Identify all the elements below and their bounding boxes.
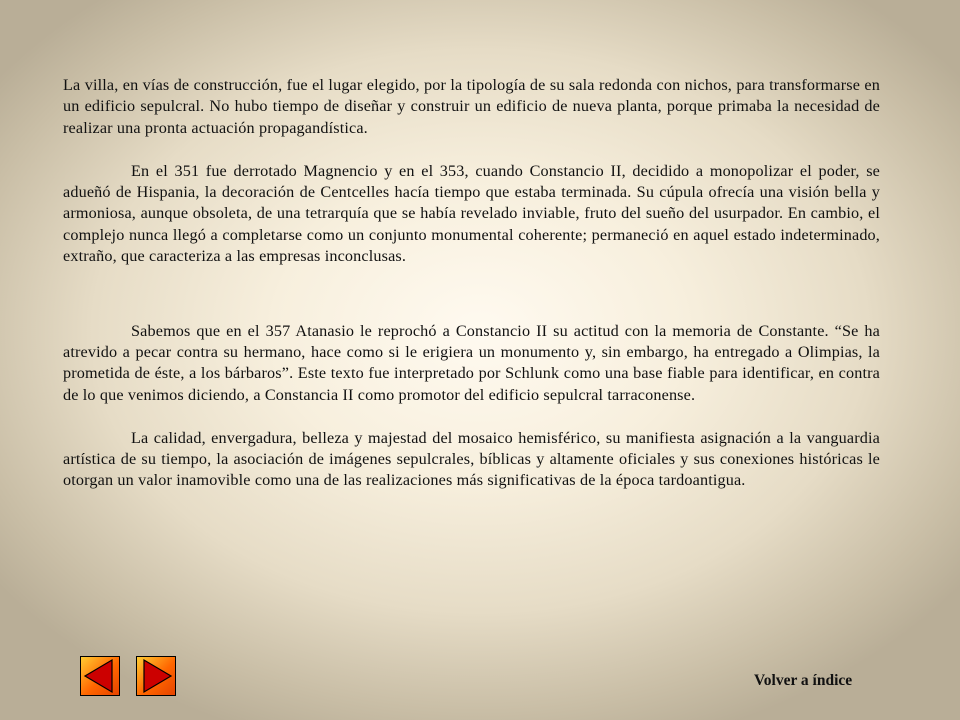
paragraph-4: La calidad, envergadura, belleza y majestad del mosaico hemisférico, su manifiesta asignación a la vanguardia artística de su tiempo, la asociación de imágenes sepulcrales, bíblicas y altamente oficiales y sus conexiones históricas le otorgan un valor inamovible como una de las realizaciones más significativas de la época tardoantigua. [63, 428, 880, 490]
previous-slide-button[interactable] [80, 656, 120, 696]
paragraph-3: Sabemos que en el 357 Atanasio le reprochó a Constancio II su actitud con la memoria de Constante. “Se ha atrevido a pecar contra su hermano, hace como si le erigiera un monumento y, sin embargo, ha entregado a Olimpias, la prometida de éste, a los bárbaros”. Este texto fue interpretado por Schlunk como una base fiable para identificar, en contra de lo que venimos diciendo, a Constancia II como promotor del edificio sepulcral tarraconense. [63, 321, 880, 404]
right-triangle-icon [137, 657, 175, 695]
paragraph-2: En el 351 fue derrotado Magnencio y en el 353, cuando Constancio II, decidido a monopolizar el poder, se adueñó de Hispania, la decoración de Centcelles hacía tiempo que estaba terminada. Su cúpula ofrecía una visión bella y armoniosa, aunque obsoleta, de una tetrarquía que se había revelado inviable, fruto del sueño del usurpador. En cambio, el complejo nunca llegó a completarse como un conjunto monumental coherente; permaneció en aquel estado indeterminado, extraño, que caracteriza a las empresas inconclusas. [63, 161, 880, 266]
paragraph-1: La villa, en vías de construcción, fue el lugar elegido, por la tipología de su sala redonda con nichos, para transformarse en un edificio sepulcral. No hubo tiempo de diseñar y construir un edificio de nueva planta, porque primaba la necesidad de realizar una pronta actuación propagandística. [63, 76, 880, 137]
next-slide-button[interactable] [136, 656, 176, 696]
document-text [63, 75, 880, 492]
back-to-index-link[interactable]: Volver a índice [754, 672, 853, 689]
left-triangle-icon [81, 657, 119, 695]
